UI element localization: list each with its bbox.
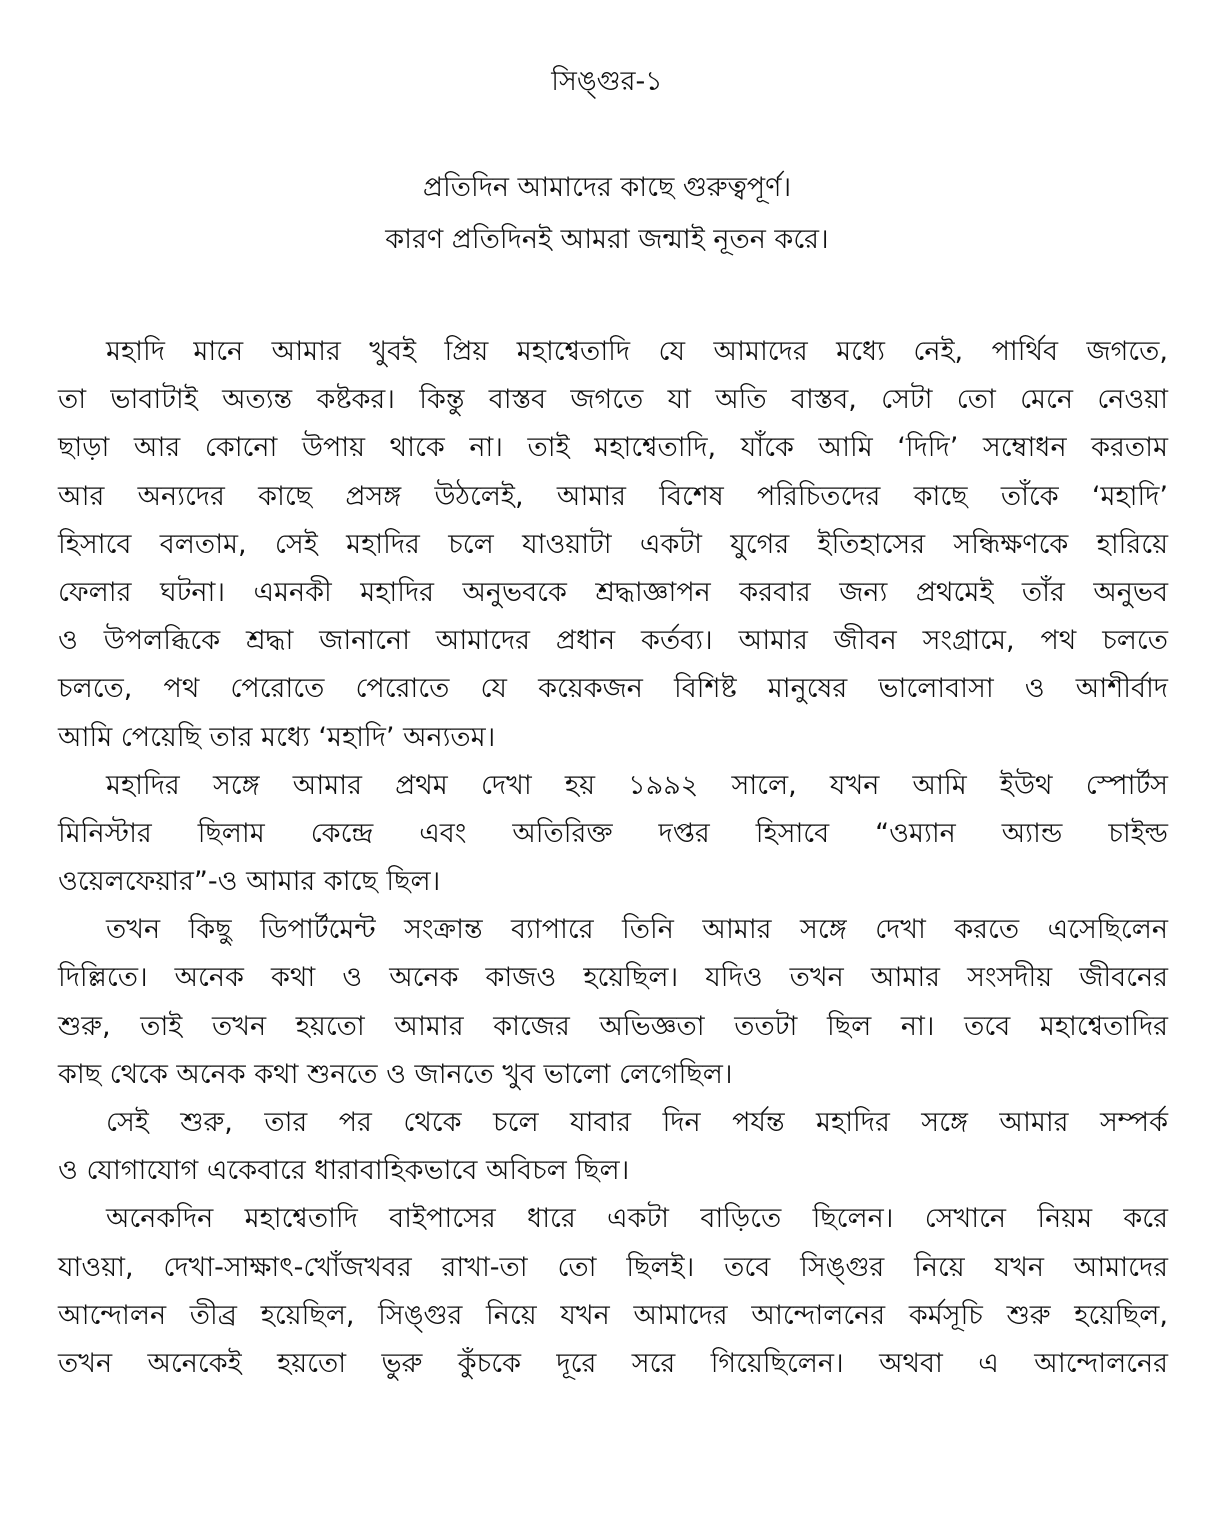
epigraph-line: কারণ প্রতিদিনই আমরা জন্মাই নূতন করে। [385, 224, 829, 255]
text-line: হিসাবে বলতাম, সেই মহাদির চলে যাওয়াটা একটা যুগের ইতিহাসের সন্ধিক্ষণকে হারিয়ে [58, 528, 1168, 560]
text-line: ছাড়া আর কোনো উপায় থাকে না। তাই মহাশ্বেতাদি, যাঁকে আমি ‘দিদি’ সম্বোধন করতাম [58, 432, 1168, 464]
text-line: তখন অনেকেই হয়তো ভুরু কুঁচকে দূরে সরে গিয়েছিলেন। অথবা এ আন্দোলনের [58, 1347, 1168, 1379]
paragraph [58, 762, 1168, 907]
paragraph [58, 906, 1168, 1099]
text-line: ও উপলব্ধিকে শ্রদ্ধা জানানো আমাদের প্রধান কর্তব্য। আমার জীবন সংগ্রামে, পথ চলতে [58, 625, 1168, 657]
text-line: ওয়েলফেয়ার”-ও আমার কাছে ছিল। [58, 866, 441, 898]
text-line: তখন কিছু ডিপার্টমেন্ট সংক্রান্ত ব্যাপারে তিনি আমার সঙ্গে দেখা করতে এসেছিলেন [106, 914, 1168, 946]
paragraph [58, 1099, 1168, 1195]
text-line: দিল্লিতে। অনেক কথা ও অনেক কাজও হয়েছিল। যদিও তখন আমার সংসদীয় জীবনের [58, 962, 1168, 994]
text-line: চলতে, পথ পেরোতে পেরোতে যে কয়েকজন বিশিষ্ট মানুষের ভালোবাসা ও আশীর্বাদ [58, 673, 1168, 705]
text-line: কাছ থেকে অনেক কথা শুনতে ও জানতে খুব ভালো লেগেছিল। [58, 1058, 733, 1090]
paragraph [58, 1195, 1168, 1388]
text-line: আমি পেয়েছি তার মধ্যে ‘মহাদি’ অন্যতম। [58, 721, 496, 753]
text-line: শুরু, তাই তখন হয়তো আমার কাজের অভিজ্ঞতা ততটা ছিল না। তবে মহাশ্বেতাদির [58, 1010, 1168, 1042]
epigraph [0, 162, 1214, 266]
text-line: মিনিস্টার ছিলাম কেন্দ্রে এবং অতিরিক্ত দপ্তর হিসাবে “ওম্যান অ্যান্ড চাইল্ড [58, 817, 1168, 849]
chapter-title: সিঙ্গুর-১ [551, 66, 663, 97]
text-line: মহাদি মানে আমার খুবই প্রিয় মহাশ্বেতাদি যে আমাদের মধ্যে নেই, পার্থিব জগতে, [106, 336, 1168, 367]
text-line: মহাদির সঙ্গে আমার প্রথম দেখা হয় ১৯৯২ সালে, যখন আমি ইউথ স্পোর্টস [106, 769, 1168, 801]
epigraph-line: প্রতিদিন আমাদের কাছে গুরুত্বপূর্ণ। [422, 172, 792, 203]
text-line: তা ভাবাটাই অত্যন্ত কষ্টকর। কিন্তু বাস্তব জগতে যা অতি বাস্তব, সেটা তো মেনে নেওয়া [58, 384, 1168, 416]
text-line: আন্দোলন তীব্র হয়েছিল, সিঙ্গুর নিয়ে যখন আমাদের আন্দোলনের কর্মসূচি শুরু হয়েছিল, [58, 1299, 1168, 1331]
paragraph [58, 328, 1168, 762]
text-line: ও যোগাযোগ একেবারে ধারাবাহিকভাবে অবিচল ছিল। [58, 1155, 630, 1187]
text-line: যাওয়া, দেখা-সাক্ষাৎ-খোঁজখবর রাখা-তা তো ছিলই। তবে সিঙ্গুর নিয়ে যখন আমাদের [58, 1251, 1168, 1283]
text-line: অনেকদিন মহাশ্বেতাদি বাইপাসের ধারে একটা বাড়িতে ছিলেন। সেখানে নিয়ম করে [106, 1203, 1168, 1235]
text-line: ফেলার ঘটনা। এমনকী মহাদির অনুভবকে শ্রদ্ধাজ্ঞাপন করবার জন্য প্রথমেই তাঁর অনুভব [58, 576, 1168, 608]
text-line: আর অন্যদের কাছে প্রসঙ্গ উঠলেই, আমার বিশেষ পরিচিতদের কাছে তাঁকে ‘মহাদি’ [58, 480, 1168, 512]
text-line: সেই শুরু, তার পর থেকে চলে যাবার দিন পর্যন্ত মহাদির সঙ্গে আমার সম্পর্ক [106, 1107, 1168, 1138]
body-text [58, 328, 1168, 1388]
